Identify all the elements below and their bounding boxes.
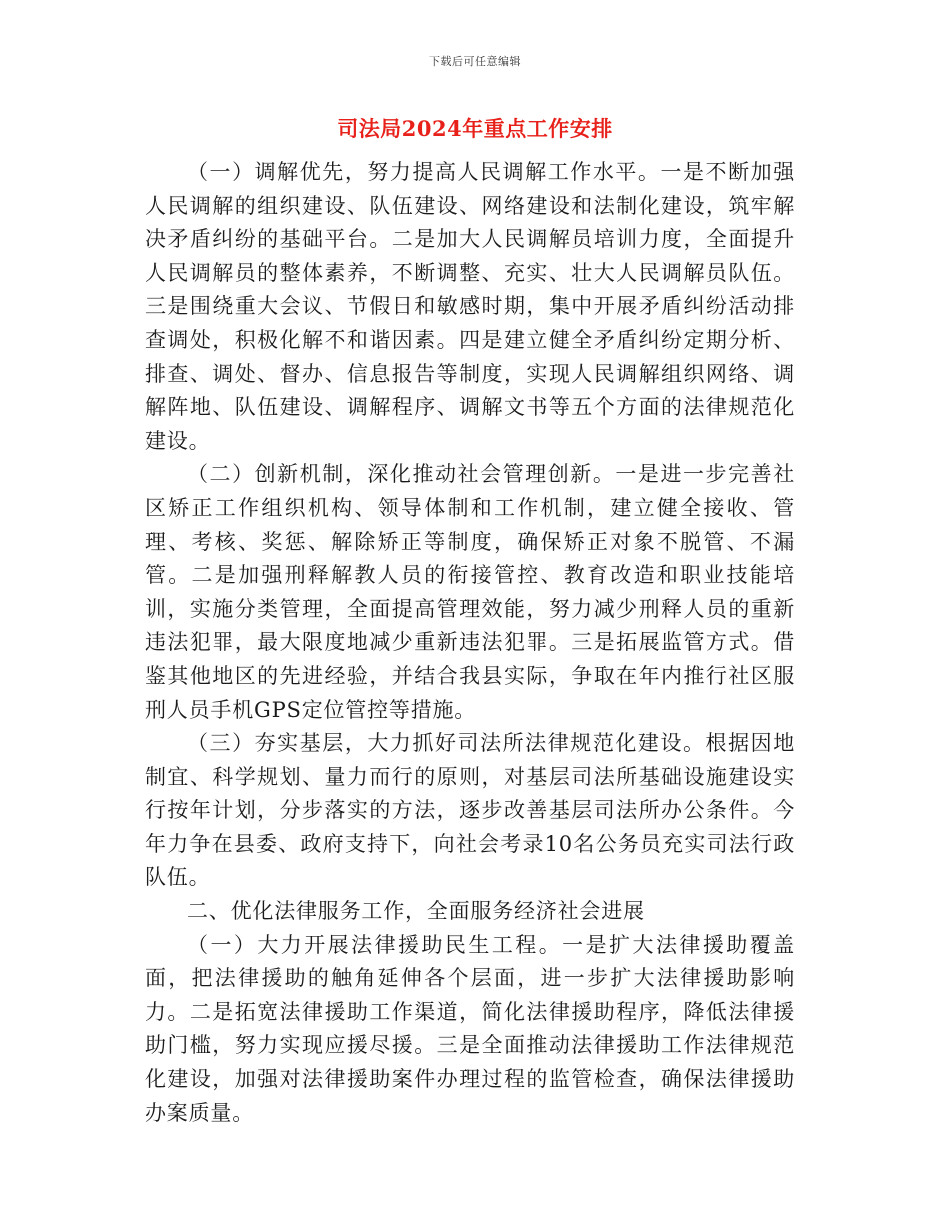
paragraph-grassroots: （三）夯实基层，大力抓好司法所法律规范化建设。根据因地制宜、科学规划、量力而行的原则，对基层司法所基础设施建设实行按年计划，分步落实的方法，逐步改善基层司法所办公条件。今年力争在县委、政府支持下，向社会考录10名公务员充实司法行政队伍。 xyxy=(145,731,795,890)
document-body xyxy=(145,156,795,1130)
page-header-note: 下载后可任意编辑 xyxy=(429,55,521,68)
section-heading-legal-services: 二、优化法律服务工作，全面服务经济社会进展 xyxy=(187,899,645,924)
paragraph-innovation: （二）创新机制，深化推动社会管理创新。一是进一步完善社区矫正工作组织机构、领导体制和工作机制，建立健全接收、管理、考核、奖惩、解除矫正等制度，确保矫正对象不脱管、不漏管。二是加强刑释解教人员的衔接管控、教育改造和职业技能培训，实施分类管理，全面提高管理效能，努力减少刑释人员的重新违法犯罪，最大限度地减少重新违法犯罪。三是拓展监管方式。借鉴其他地区的先进经验，并结合我县实际，争取在年内推行社区服刑人员手机GPS定位管控等措施。 xyxy=(145,462,795,722)
paragraph-mediation: （一）调解优先，努力提高人民调解工作水平。一是不断加强人民调解的组织建设、队伍建设、网络建设和法制化建设，筑牢解决矛盾纠纷的基础平台。二是加大人民调解员培训力度，全面提升人民调解员的整体素养，不断调整、充实、壮大人民调解员队伍。三是围绕重大会议、节假日和敏感时期，集中开展矛盾纠纷活动排查调处，积极化解不和谐因素。四是建立健全矛盾纠纷定期分析、排查、调处、督办、信息报告等制度，实现人民调解组织网络、调解阵地、队伍建设、调解程序、调解文书等五个方面的法律规范化建设。 xyxy=(145,160,795,453)
document-title: 司法局2024年重点工作安排 xyxy=(337,116,613,141)
paragraph-legal-aid: （一）大力开展法律援助民生工程。一是扩大法律援助覆盖面，把法律援助的触角延伸各个层面，进一步扩大法律援助影响力。二是拓宽法律援助工作渠道，简化法律援助程序，降低法律援助门槛，努力实现应援尽援。三是全面推动法律援助工作法律规范化建设，加强对法律援助案件办理过程的监管检查，确保法律援助办案质量。 xyxy=(145,932,795,1125)
